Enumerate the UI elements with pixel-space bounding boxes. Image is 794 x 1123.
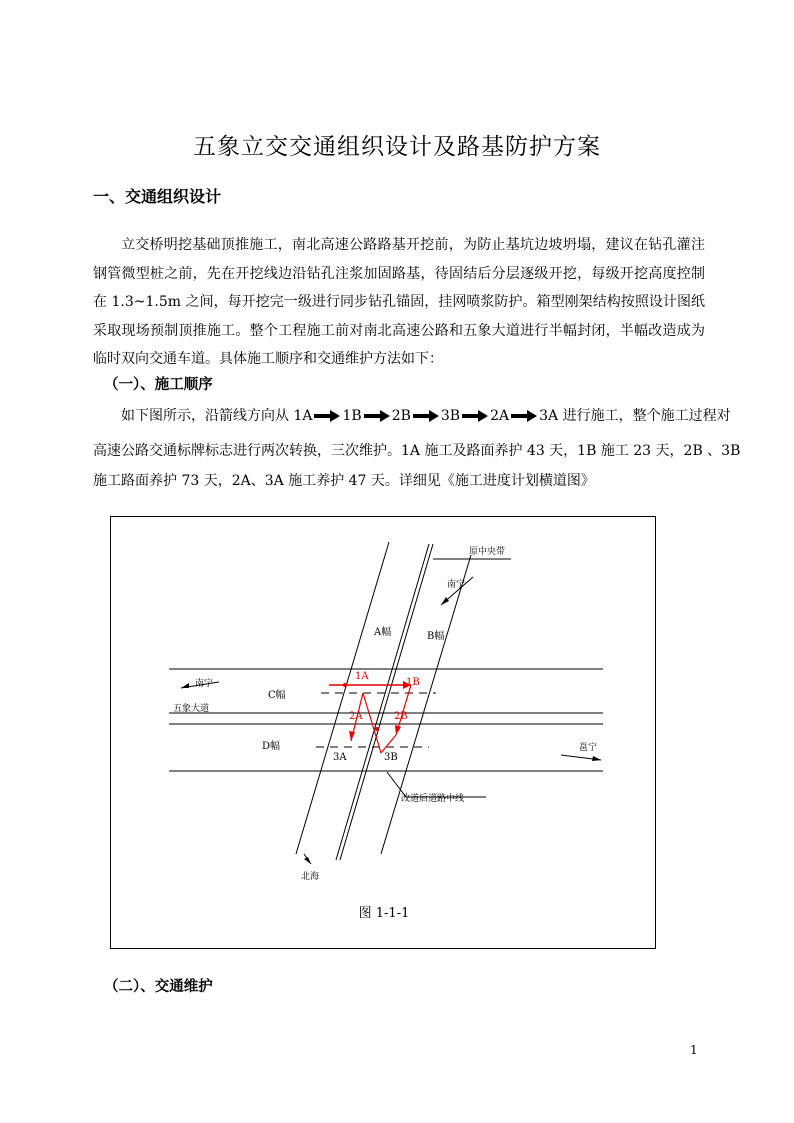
label-b-lane: B幅: [427, 631, 445, 642]
schedule-line-2: 高速公路交通标牌标志进行两次转换，三次维护。1A 施工及路面养护 43 天，1B 施工 23 天，2B 、3B: [93, 443, 741, 459]
sequence-step: 2B: [391, 408, 411, 424]
right-arrow-icon: [364, 410, 390, 422]
sequence-step: 3B: [440, 408, 461, 424]
section-heading-traffic-design: 一、交通组织设计: [93, 187, 222, 206]
label-yongning: 邕宁: [579, 743, 598, 753]
label-median: 原中央带: [469, 547, 506, 557]
label-beihai: 北海: [301, 872, 320, 882]
right-arrow-icon: [314, 410, 340, 422]
label-d-lane: D幅: [262, 741, 281, 752]
subsection-heading-maintenance: （二）、交通维护: [104, 979, 213, 995]
label-1b: 1B: [406, 677, 420, 688]
label-2b: 2B: [394, 711, 408, 722]
document-title: 五象立交交通组织设计及路基防护方案: [193, 134, 601, 160]
label-nanning-top: 南宁: [447, 580, 466, 590]
figure-box: [110, 516, 656, 949]
sequence-step: 1B: [342, 408, 362, 424]
label-a-lane: A幅: [374, 627, 392, 638]
label-2a: 2A: [349, 711, 363, 722]
label-wuxiang: 五象大道: [173, 704, 210, 714]
figure-caption: 图 1-1-1: [358, 906, 410, 921]
right-arrow-icon: [413, 410, 439, 422]
right-arrow-icon: [511, 410, 537, 422]
label-1a: 1A: [355, 671, 369, 682]
schedule-line-3: 施工路面养护 73 天，2A、3A 施工养护 47 天。详细见《施工进度计划横道图》: [93, 473, 595, 489]
sequence-step: 2A: [490, 408, 510, 424]
subsection-heading-sequence: （一）、施工顺序: [104, 377, 213, 393]
paragraph-text: 立交桥明挖基础顶推施工，南北高速公路路基开挖前，为防止基坑边坡坍塌，建议在钻孔灌注钢管微型桩之前，先在开挖线边沿钻孔注浆加固路基，待固结后分层逐级开挖，每级开挖高度控制在 1.3~1.5m 之间，每开挖完一级进行同步钻孔锚固，挂网喷浆防护。箱型刚架结构按照设计图纸采取现场预制顶推施工。整个工程施工前对南北高速公路和五象大道进行半幅封闭，半幅改造成为临时双向交通车道。具体施工顺序和交通维护方法如下：: [93, 237, 705, 367]
section-paragraph: [93, 231, 705, 374]
interchange-diagram: [111, 517, 657, 950]
sequence-prefix: 如下图所示，沿箭线方向从: [121, 408, 294, 424]
label-3a: 3A: [333, 752, 347, 763]
label-centerline: 改道后道路中线: [401, 794, 465, 804]
right-arrow-icon: [462, 410, 488, 422]
sequence-line: [121, 405, 731, 425]
page-number: 1: [690, 1043, 698, 1057]
label-3b: 3B: [384, 752, 398, 763]
sequence-step: 3A: [539, 408, 559, 424]
label-nanning-left: 南宁: [195, 679, 214, 689]
sequence-step: 1A: [293, 408, 313, 424]
label-c-lane: C幅: [268, 690, 286, 701]
sequence-suffix: 进行施工，整个施工过程对: [558, 408, 731, 424]
